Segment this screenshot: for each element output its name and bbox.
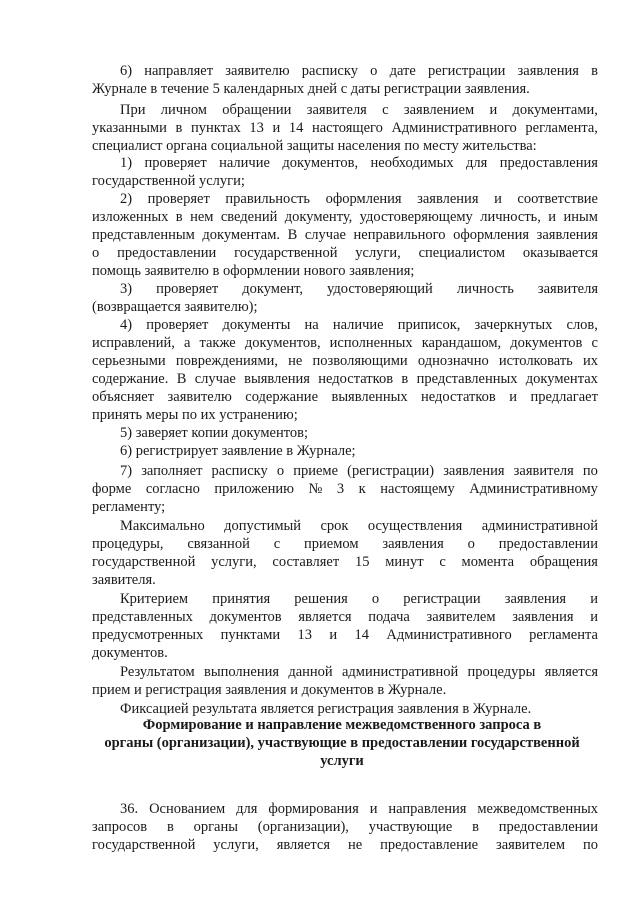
text-line: При личном обращении заявителя с заявлением и документами, — [120, 102, 598, 118]
text-line: Фиксацией результата является регистрация заявления в Журнале. — [120, 701, 532, 717]
text-line: о предоставлении государственной услуги, специалистом оказывается — [92, 245, 598, 261]
text-line: запросов в органы (организации), участвующие в предоставлении — [92, 819, 598, 835]
text-line: 2) проверяет правильность оформления заявления и соответствие — [120, 191, 598, 207]
text-line: прием и регистрация заявления и документов в Журнале. — [92, 682, 447, 698]
text-line: государственной услуги, является не предоставление заявителем по — [92, 837, 598, 853]
text-line: 3) проверяет документ, удостоверяющий личность заявителя — [120, 281, 598, 297]
text-line: Критерием принятия решения о регистрации заявления и — [120, 591, 598, 607]
text-line: Результатом выполнения данной административной процедуры является — [120, 664, 598, 680]
text-line: специалист органа социальной защиты населения по месту жительства: — [92, 138, 537, 154]
text-line: заявителя. — [92, 572, 156, 588]
heading-line: органы (организации), участвующие в предоставлении государственной — [104, 735, 580, 751]
text-line: принять меры по их устранению; — [92, 407, 298, 423]
heading-line: услуги — [320, 753, 364, 769]
text-line: 6) регистрирует заявление в Журнале; — [120, 443, 356, 459]
text-line: Журнале в течение 5 календарных дней с даты регистрации заявления. — [92, 81, 530, 97]
text-line: указанными в пунктах 13 и 14 настоящего Административного регламента, — [92, 120, 598, 136]
text-line: государственной услуги, составляет 15 минут с момента обращения — [92, 554, 598, 570]
text-line: исправлений, а также документов, исполненных карандашом, документов с — [92, 335, 598, 351]
text-line: (возвращается заявителю); — [92, 299, 258, 315]
heading-line: Формирование и направление межведомственного запроса в — [142, 717, 542, 733]
text-line: Максимально допустимый срок осуществления административной — [120, 518, 598, 534]
text-line: документов. — [92, 645, 168, 661]
text-line: представленных документов является подача заявителем заявления и — [92, 609, 598, 625]
text-line: 7) заполняет расписку о приеме (регистрации) заявления заявителя по — [120, 463, 598, 479]
text-line: 36. Основанием для формирования и направления межведомственных — [120, 801, 598, 817]
text-line: помощь заявителю в оформлении нового заявления; — [92, 263, 415, 279]
text-line: объясняет заявителю содержание выявленных недостатков и предлагает — [92, 389, 598, 405]
text-line: представленным документам. В случае неправильного оформления заявления — [92, 227, 598, 243]
text-line: 6) направляет заявителю расписку о дате регистрации заявления в — [120, 63, 598, 79]
text-line: серьезными повреждениями, не позволяющими однозначно истолковать их — [92, 353, 598, 369]
text-line: форме согласно приложению № 3 к настоящему Административному — [92, 481, 598, 497]
text-line: государственной услуги; — [92, 173, 245, 189]
text-line: 5) заверяет копии документов; — [120, 425, 309, 441]
text-line: 4) проверяет документы на наличие приписок, зачеркнутых слов, — [120, 317, 598, 333]
text-line: предусмотренных пунктами 13 и 14 Административного регламента — [92, 627, 598, 643]
text-line: 1) проверяет наличие документов, необходимых для предоставления — [120, 155, 598, 171]
text-line: регламенту; — [92, 499, 166, 515]
text-line: процедуры, связанной с приемом заявления о предоставлении — [92, 536, 598, 552]
text-line: изложенных в нем сведений документу, удостоверяющему личность, и иным — [92, 209, 598, 225]
text-line: содержание. В случае выявления недостатков в представленных документах — [92, 371, 598, 387]
